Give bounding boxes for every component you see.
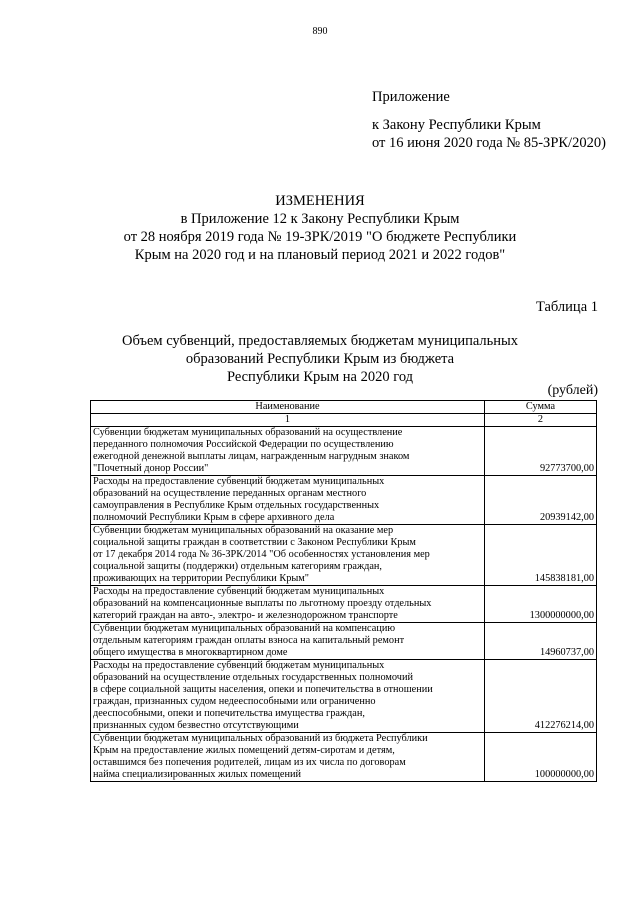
row-name-cell [91,733,485,782]
table-row [91,476,597,525]
row-name-line: образований на осуществление отдельных государственных полномочий [93,672,413,683]
row-sum-cell: 20939142,00 [485,476,597,525]
table-row [91,623,597,660]
row-name-line: граждан, признанных судом недееспособными или ограниченно [93,696,376,707]
row-name-line: образований на компенсационные выплаты по льготному проезду отдельных [93,598,432,609]
row-sum-cell: 14960737,00 [485,623,597,660]
row-name-line: оставшимся без попечения родителей, лицам из их числа по договорам [93,757,406,768]
annex-title: Приложение [372,89,450,105]
heading-title: ИЗМЕНЕНИЯ [275,193,365,209]
row-name-line: самоуправления в Республике Крым отдельных государственных [93,500,380,511]
table-row [91,586,597,623]
column-number-1: 1 [91,414,485,427]
row-name-line: проживающих на территории Республики Крым" [93,573,309,584]
row-name-line: переданного полномочия Российской Федерации по осуществлению [93,439,394,450]
row-name-line: Расходы на предоставление субвенций бюджетам муниципальных [93,476,385,487]
row-name-line: "Почетный донор России" [93,463,209,474]
table-numbering-row [91,414,597,427]
table-row [91,525,597,586]
currency-unit: (рублей) [547,383,598,398]
table-label: Таблица 1 [535,299,598,315]
row-name-line: полномочий Республики Крым в сфере архивного дела [93,512,335,523]
row-name-cell [91,586,485,623]
heading-line-3: от 28 ноября 2019 года № 19-ЗРК/2019 "О бюджете Республики [123,229,517,245]
row-name-line: ежегодной денежной выплаты лицам, награжденным нагрудным знаком [93,451,410,462]
row-sum-cell: 100000000,00 [485,733,597,782]
row-name-line: социальной защиты граждан в соответствии с Законом Республики Крым [93,537,416,548]
row-name-cell [91,427,485,476]
row-sum-cell: 92773700,00 [485,427,597,476]
row-name-line: Расходы на предоставление субвенций бюджетам муниципальных [93,660,385,671]
row-name-line: Расходы на предоставление субвенций бюджетам муниципальных [93,586,385,597]
row-name-line: Субвенции бюджетам муниципальных образований на осуществление [93,427,403,438]
row-name-line: в сфере социальной защиты населения, опеки и попечительства в отношении [93,684,433,695]
row-name-line: дееспособными, опеки и попечительства имущества граждан, [93,708,365,719]
row-name-line: категорий граждан на авто-, электро- и железнодорожном транспорте [93,610,398,621]
subtitle-line-2: образований Республики Крым из бюджета [185,351,455,367]
page-number: 890 [312,26,328,37]
table-row [91,660,597,733]
table-header-row [91,401,597,414]
header-name: Наименование [91,401,485,414]
table-row [91,733,597,782]
row-name-cell [91,660,485,733]
row-name-line: Субвенции бюджетам муниципальных образований на компенсацию [93,623,396,634]
row-name-cell [91,525,485,586]
heading-line-4: Крым на 2020 год и на плановый период 2021 и 2022 годов" [134,247,506,263]
table-row [91,427,597,476]
row-name-line: общего имущества в многоквартирном доме [93,647,288,658]
subtitle-line-1: Объем субвенций, предоставляемых бюджетам муниципальных [121,333,519,349]
row-sum-cell: 145838181,00 [485,525,597,586]
row-name-cell [91,623,485,660]
column-number-2: 2 [485,414,597,427]
table-subtitle [40,332,600,386]
row-name-line: социальной защиты (поддержки) отдельным категориям граждан, [93,561,382,572]
annex-law-date: от 16 июня 2020 года № 85-ЗРК/2020) [372,135,606,151]
document-heading [40,192,600,264]
subtitle-line-3: Республики Крым на 2020 год [226,369,414,385]
row-name-line: признанных судом безвестно отсутствующими [93,720,299,731]
annex-law-ref: к Закону Республики Крым [372,117,541,133]
row-sum-cell: 412276214,00 [485,660,597,733]
row-name-cell [91,476,485,525]
subventions-table [90,400,597,782]
annex-block [372,88,606,152]
header-sum: Сумма [485,401,597,414]
row-name-line: от 17 декабря 2014 года № 36-ЗРК/2014 "Об особенностях установления мер [93,549,430,560]
row-name-line: образований на осуществление переданных органам местного [93,488,367,499]
row-name-line: Субвенции бюджетам муниципальных образований из бюджета Республики [93,733,428,744]
table-body [91,427,597,782]
heading-line-2: в Приложение 12 к Закону Республики Крым [180,211,460,227]
row-name-line: Крым на предоставление жилых помещений детям-сиротам и детям, [93,745,395,756]
row-name-line: найма специализированных жилых помещений [93,769,301,780]
row-name-line: отдельным категориям граждан оплаты взноса на капитальный ремонт [93,635,405,646]
row-sum-cell: 1300000000,00 [485,586,597,623]
row-name-line: Субвенции бюджетам муниципальных образований на оказание мер [93,525,394,536]
